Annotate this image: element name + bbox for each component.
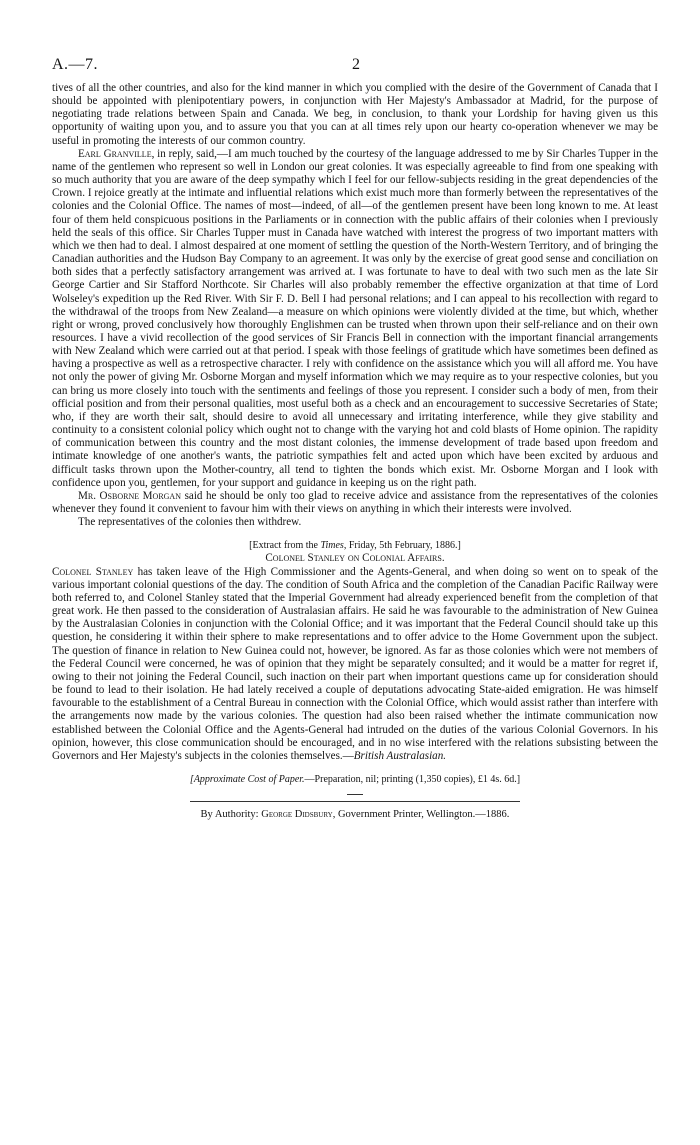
- paragraph-ambassador: tives of all the other countries, and also for the kind manner in which you complied with the desire of the Government of Canada that I should be appointed with plenipotentiary powers, in conjunction with Her Majesty's Ambassador at Madrid, for the purpose of negotiating trade relations between Spain and Canada. We beg, in conclusion, to thank your Lordship for having given us this opportunity of waiting upon you, and to assure you that you can at all times rely upon our hearty co-operation whenever we may be useful in promoting the interests of our common country.: [52, 82, 658, 147]
- paragraph-granville-reply: [52, 148, 658, 490]
- granville-reply-text: in reply, said,—I am much touched by the courtesy of the language addressed to me by Sir Charles Tupper in the name of the gentlemen who represent so well in London our great colonies. It was especially agreeable to find from one speaking with so much authority that you are aware of the deep sympathy which I feel for our fellow-subjects residing in the great dependencies of the Crown. I rejoice greatly at the intimate and influential relations which exist much more than formerly between the representatives of the colonies and the Colonial Office. The names of most—indeed, of all—of the gentlemen present have been long known to me. At least four of them held conspicuous positions in the Parliaments or in connection with the public affairs of their colonies when I previously held the seals of this office. Sir Charles Tupper must in Canada have watched with interest the progress of two important matters with which we then had to deal. I almost despaired at one moment of settling the question of the North-Western Territory, and of bringing the Canadian authorities and the Hudson Bay Company to an agreement. It was only by the exercise of great good sense and conciliation on both sides that a perfectly satisfactory arrangement was arrived at. I was fortunate to have to deal with two such men as the late Sir George Cartier and Sir Stafford Northcote. Sir Charles will also probably remember the effective organization at that time of Lord Wolseley's expedition up the Red River. With Sir F. D. Bell I had personal relations; and I can appeal to his recollection with regard to the withdrawal of the troops from New Zealand—a measure on which opinions were violently divided at the time, but which, whether right or wrong, proved conclusively how thoroughly Englishmen can be trusted when thrown upon their self-reliance and on their own resources. I have a vivid recollection of the good services of Sir Francis Bell in connection with the important financial arrangements with New Zealand which were carried out at that period. I speak with those feelings of gratitude which have sometimes been defined as having a prospective as well as a retrospective character. I rely with confidence on the assistance which you will all afford me. You have not only the power of giving Mr. Osborne Morgan and myself information which we may require as to your respective colonies, but you can bring us more closely into touch with the sentiments and feelings of those you represent. I consider such a body of men, from their official position and from their personal qualities, most useful both as a check and an encouragement to successive Secretaries of State; who, if they are worth their salt, should desire to avoid all unnecessary and irritating interference, while they give stability and continuity to a consistent colonial policy which ought not to change with the varying hot and cold blasts of Home opinion. The rapidity of communication between this country and the most distant colonies, the immense development of trade based upon freedom and intimate knowledge of one another's wants, the patriotic sympathies felt and acted upon which have been excited by arduous and difficult tasks thrown upon the Mother-country, all tend to tighten the bonds which exist. Mr. Osborne Morgan and I look with confidence upon you, gentlemen, for your support and guidance in keeping us on the right path.: [52, 147, 658, 489]
- extract-body: has taken leave of the High Commissioner and the Agents-General, and when doing so went on to speak of the various important colonial questions of the day. The condition of South Africa and the completion of the Canadian Pacific Railway were both referred to, and Colonel Stanley stated that the Imperial Government had already experienced benefit from the completion of that great work. He then passed to the consideration of Australasian affairs. He said he was favourable to the administration of New Guinea by the Australasian Colonies in conjunction with the Colonial Office; and it was important that the Federal Council should take up this question, he considering it within their sphere to make representations and to offer advice to the Home Government upon the subject. The question of finance in relation to New Guinea could not, however, be ignored. As far as those colonies which were not members of the Federal Council were concerned, he was of opinion that they might be separately consulted; and it would be a matter for regret if, owing to their not joining the Federal Council, such inaction on their part when important questions came up for consideration should be found to lead to their isolation. He had lately received a couple of deputations advocating State-aided emigration. He was himself favourable to the establishment of a Central Bureau in connection with the Colonial Office, which would assist rather than interfere with the arrangements now made by the various colonies. The question had also been raised whether the intimate communication now established between the Colonial Office and the Agents-General had intruded on the duties of the various Colonial Governors. In his opinion, however, this close communication should be encouraged, and in no wise interfered with the relations subsisting between the Governors and Her Majesty's subjects in the colonies themselves.—: [52, 565, 658, 762]
- cost-note-text: —Preparation, nil; printing (1,350 copies), £1 4s. 6d.]: [304, 773, 521, 785]
- long-divider: [190, 801, 520, 802]
- cost-note-lead: [Approximate Cost of Paper.: [189, 773, 305, 785]
- page-number: 2: [352, 56, 360, 73]
- newspaper-name: Times: [320, 540, 344, 552]
- extract-attribution: British Australasian.: [353, 749, 447, 762]
- extract-title: Colonel Stanley on Colonial Affairs.: [265, 552, 445, 565]
- body-text: [52, 82, 658, 821]
- short-divider: [347, 794, 363, 795]
- extract-source: [Extract from the Times, Friday, 5th February, 1886.]: [249, 540, 461, 552]
- extract-paragraph: [52, 566, 658, 763]
- extract-lead: Colonel Stanley: [52, 565, 134, 578]
- page-reference: A.—7.: [52, 56, 99, 73]
- printer-imprint: By Authority: George Didsbury, Government Printer, Wellington.—1886.: [200, 809, 510, 821]
- paragraph-withdrew: The representatives of the colonies then withdrew.: [78, 516, 302, 529]
- printer-name: George Didsbury: [261, 809, 333, 821]
- page-header: [52, 56, 660, 76]
- speaker-morgan: Mr. Osborne Morgan: [78, 489, 181, 502]
- morgan-reply-text: said he should be only too glad to receive advice and assistance from the representatives of the colonies whenever they found it convenient to favour him with their views on anything in which their interests were involved.: [52, 489, 659, 515]
- speaker-granville: Earl Granville,: [78, 147, 155, 160]
- cost-note: [52, 773, 658, 786]
- paragraph-morgan-reply: [52, 490, 658, 516]
